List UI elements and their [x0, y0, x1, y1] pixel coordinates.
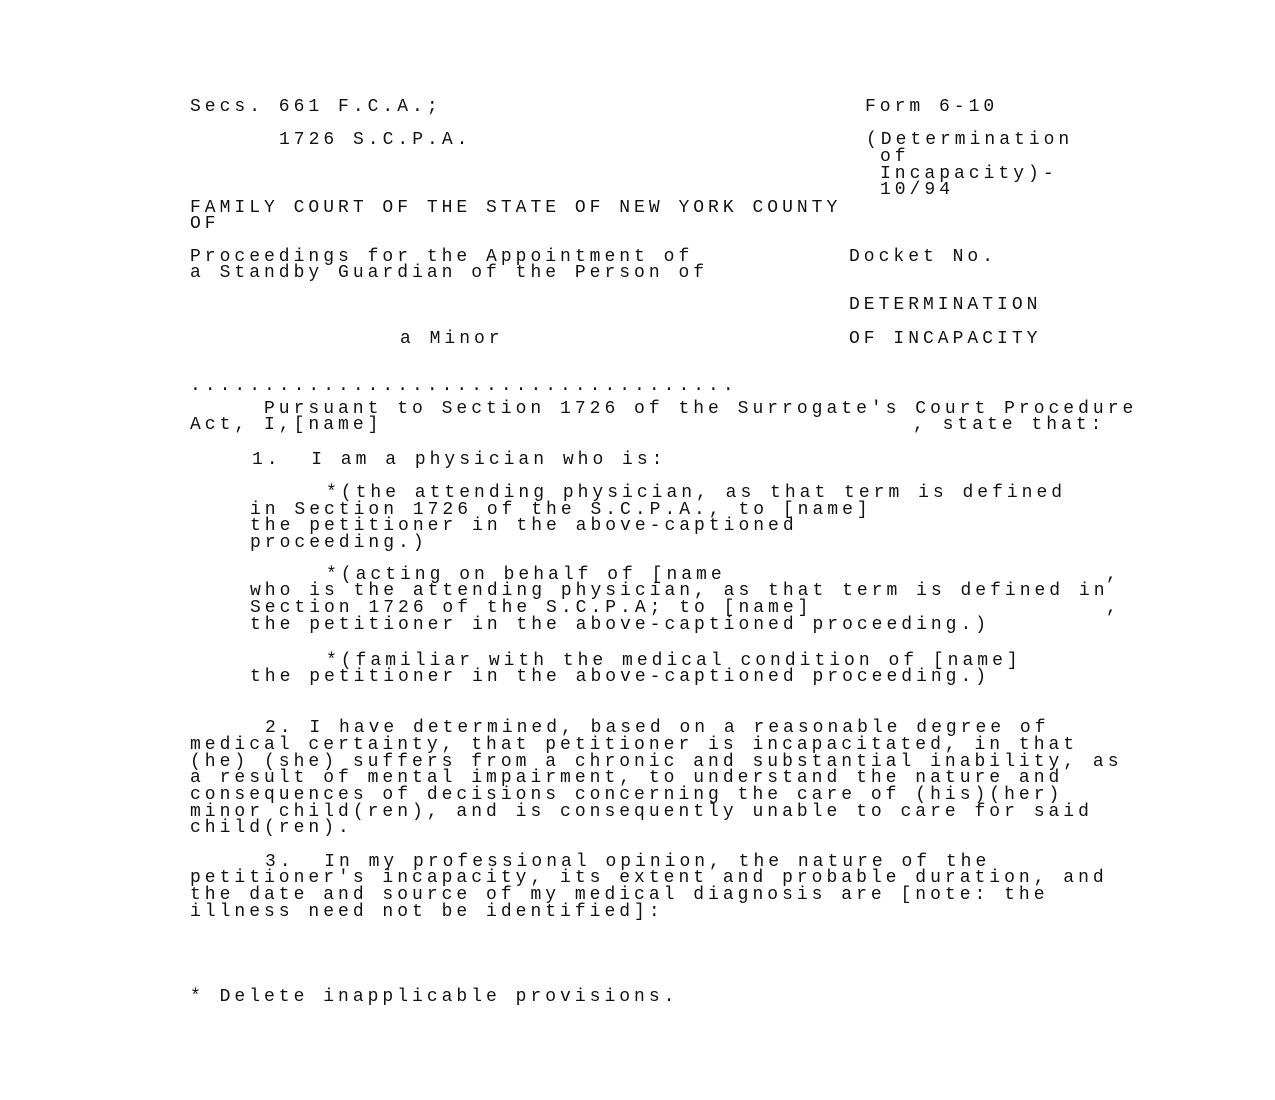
docket-number-label: Docket No. [849, 247, 998, 267]
option-attending-physician: the petitioner in the above-captioned [250, 516, 798, 536]
option-attending-physician: in Section 1726 of the S.C.P.A., to [name] [250, 500, 872, 520]
paragraph-2: minor child(ren), and is consequently unable to care for said [190, 802, 1093, 822]
blank-comma: , [1106, 598, 1121, 618]
paragraph-2: medical certainty, that petitioner is incapacitated, in that [190, 735, 1079, 755]
blank-comma: , [1106, 565, 1121, 585]
option-acting-on-behalf: who is the attending physician, as that term is defined in [250, 581, 1109, 601]
paragraph-3: petitioner's incapacity, its extent and probable duration, and [190, 868, 1108, 888]
statute-citation-scpa: 1726 S.C.P.A. [279, 130, 472, 150]
footnote: * Delete inapplicable provisions. [190, 987, 679, 1007]
form-description: Incapacity)- [880, 164, 1058, 184]
dotted-divider: ..................................... [190, 376, 738, 396]
paragraph-2: a result of mental impairment, to understand the nature and [190, 768, 1064, 788]
paragraph-3: illness need not be identified]: [190, 902, 664, 922]
option-familiar: *(familiar with the medical condition of [name] [326, 651, 1022, 671]
option-attending-physician: *(the attending physician, as that term is defined [326, 483, 1067, 503]
option-familiar: the petitioner in the above-captioned proceeding.) [250, 667, 991, 687]
proceedings-caption: a Standby Guardian of the Person of [190, 263, 709, 283]
court-name: OF [190, 214, 220, 234]
intro-text: Act, I,[name] [190, 415, 383, 435]
paragraph-2: child(ren). [190, 818, 353, 838]
proceedings-caption: Proceedings for the Appointment of [190, 247, 694, 267]
statute-citation: Secs. 661 F.C.A.; [190, 97, 442, 117]
paragraph-3: the date and source of my medical diagnosis are [note: the [190, 885, 1049, 905]
paragraph-2: (he) (she) suffers from a chronic and substantial inability, as [190, 752, 1123, 772]
paragraph-1-heading: 1. I am a physician who is: [252, 450, 667, 470]
document-title: OF INCAPACITY [849, 329, 1042, 349]
paragraph-2: consequences of decisions concerning the care of (his)(her) [190, 785, 1064, 805]
paragraph-3: 3. In my professional opinion, the nature of the [265, 852, 991, 872]
form-description: of [880, 147, 910, 167]
option-acting-on-behalf: the petitioner in the above-captioned proceeding.) [250, 615, 991, 635]
option-acting-on-behalf: *(acting on behalf of [name [326, 565, 726, 585]
document-title: DETERMINATION [849, 295, 1042, 315]
form-number: Form 6-10 [865, 97, 999, 117]
option-attending-physician: proceeding.) [250, 533, 428, 553]
intro-text: Pursuant to Section 1726 of the Surrogate's Court Procedure [264, 399, 1138, 419]
option-acting-on-behalf: Section 1726 of the S.C.P.A; to [name] [250, 598, 813, 618]
minor-label: a Minor [400, 329, 504, 349]
form-date: 10/94 [880, 180, 955, 200]
paragraph-2: 2. I have determined, based on a reasonable degree of [265, 718, 1050, 738]
intro-text: , state that: [913, 415, 1106, 435]
court-name: FAMILY COURT OF THE STATE OF NEW YORK COUNTY [190, 198, 842, 218]
form-description: (Determination [866, 130, 1074, 150]
